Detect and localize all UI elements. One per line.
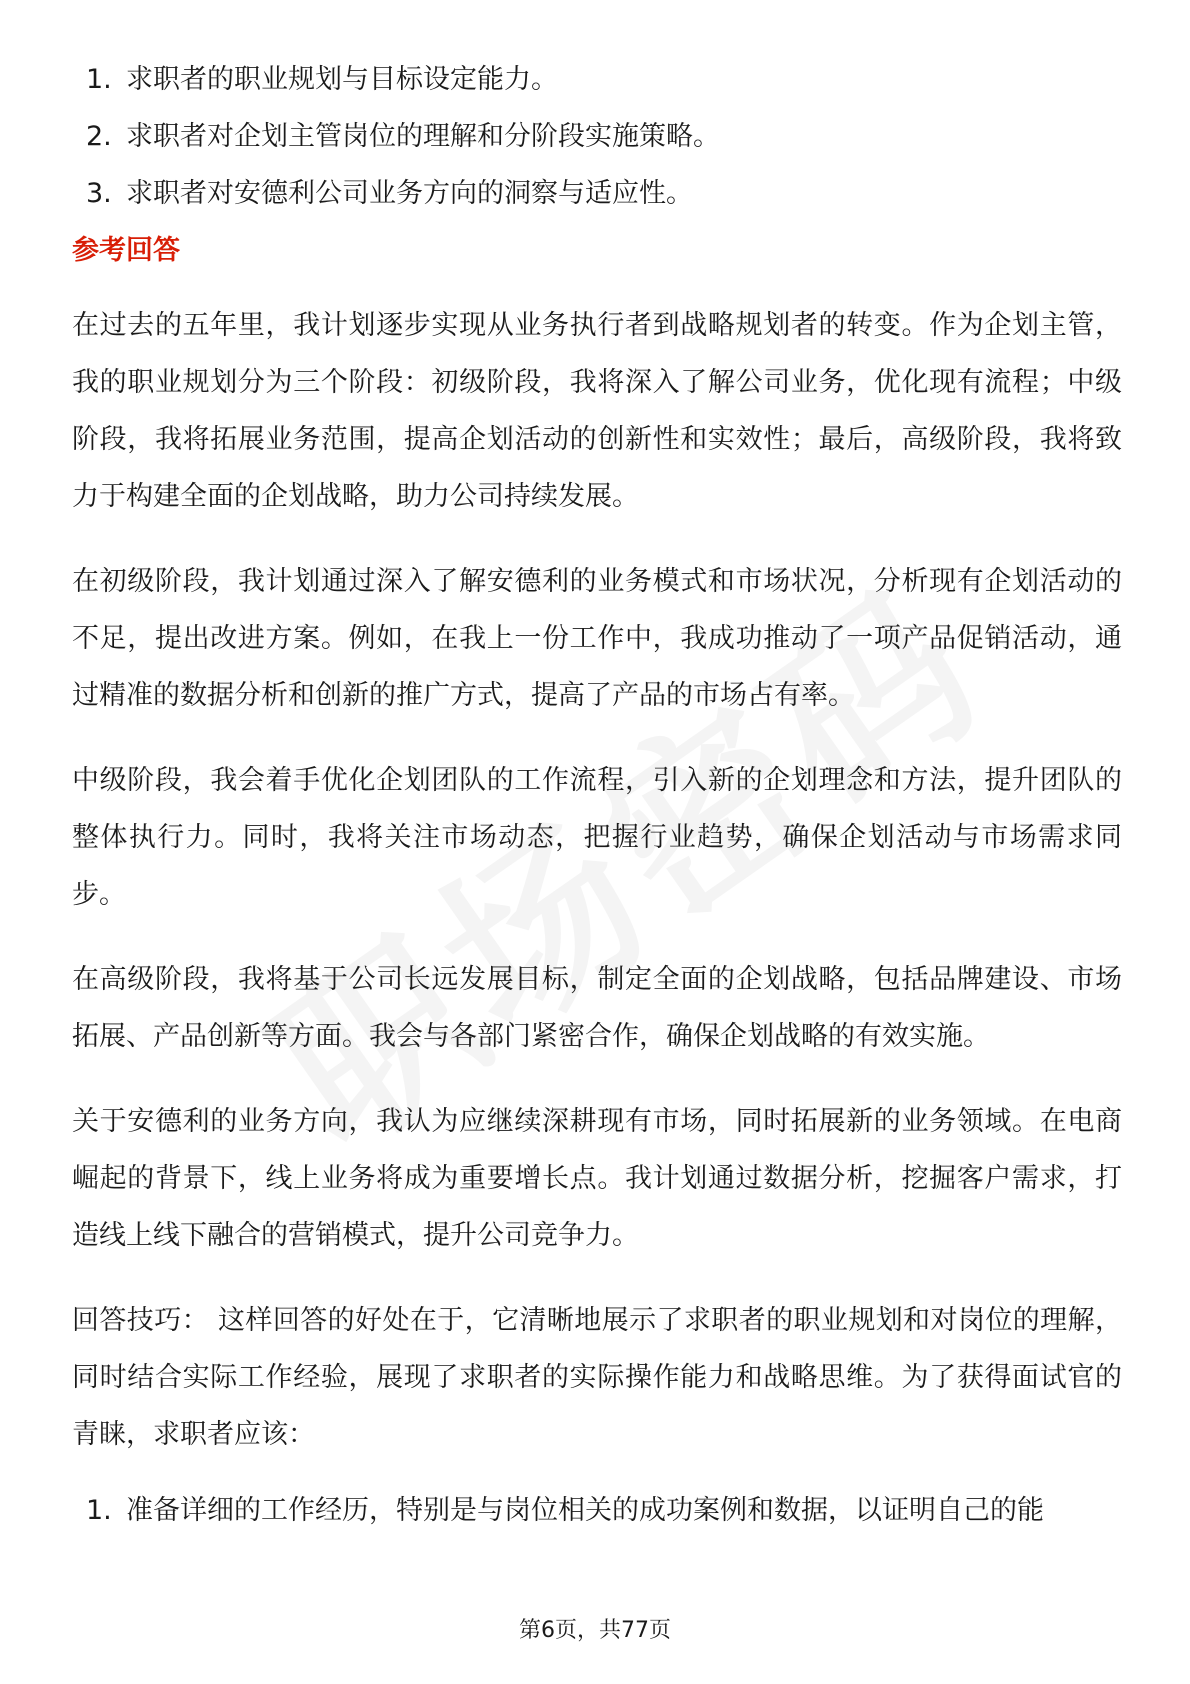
list-item	[72, 58, 1122, 102]
paragraph: 中级阶段，我会着手优化企划团队的工作流程，引入新的企划理念和方法，提升团队的整体执行力。同时，我将关注市场动态，把握行业趋势，确保企划活动与市场需求同步。	[72, 765, 1122, 910]
list-item	[72, 1489, 1122, 1533]
paragraph: 关于安德利的业务方向，我认为应继续深耕现有市场，同时拓展新的业务领域。在电商崛起的背景下，线上业务将成为重要增长点。我计划通过数据分析，挖掘客户需求，打造线上线下融合的营销模式，提升公司竞争力。	[72, 1106, 1122, 1251]
list-item	[72, 115, 1122, 159]
list-item-text: 求职者对安德利公司业务方向的洞察与适应性。	[126, 178, 693, 209]
list-item-number: 2.	[86, 121, 112, 152]
page-footer: 第6页，共77页	[519, 1618, 671, 1643]
list-item-text: 求职者的职业规划与目标设定能力。	[126, 64, 558, 95]
list-item-number: 1.	[86, 1495, 112, 1526]
list-item-number: 3.	[86, 178, 112, 209]
section-title: 参考回答	[72, 235, 180, 266]
paragraph: 在过去的五年里，我计划逐步实现从业务执行者到战略规划者的转变。作为企划主管，我的职业规划分为三个阶段：初级阶段，我将深入了解公司业务，优化现有流程；中级阶段，我将拓展业务范围，提高企划活动的创新性和实效性；最后，高级阶段，我将致力于构建全面的企划战略，助力公司持续发展。	[72, 310, 1122, 512]
list-item-text: 求职者对企划主管岗位的理解和分阶段实施策略。	[126, 121, 720, 152]
tips-list	[72, 1489, 1122, 1533]
list-item	[72, 172, 1122, 216]
list-item-number: 1.	[86, 64, 112, 95]
answer-tips-paragraph: 回答技巧： 这样回答的好处在于，它清晰地展示了求职者的职业规划和对岗位的理解，同时结合实际工作经验，展现了求职者的实际操作能力和战略思维。为了获得面试官的青睐，求职者应该：	[72, 1305, 1122, 1450]
page-content	[72, 58, 1122, 1546]
paragraph: 在初级阶段，我计划通过深入了解安德利的业务模式和市场状况，分析现有企划活动的不足，提出改进方案。例如，在我上一份工作中，我成功推动了一项产品促销活动，通过精准的数据分析和创新的推广方式，提高了产品的市场占有率。	[72, 566, 1122, 711]
list-item-text: 准备详细的工作经历，特别是与岗位相关的成功案例和数据，以证明自己的能	[126, 1495, 1044, 1526]
paragraph: 在高级阶段，我将基于公司长远发展目标，制定全面的企划战略，包括品牌建设、市场拓展、产品创新等方面。我会与各部门紧密合作，确保企划战略的有效实施。	[72, 964, 1122, 1052]
criteria-list	[72, 58, 1122, 216]
